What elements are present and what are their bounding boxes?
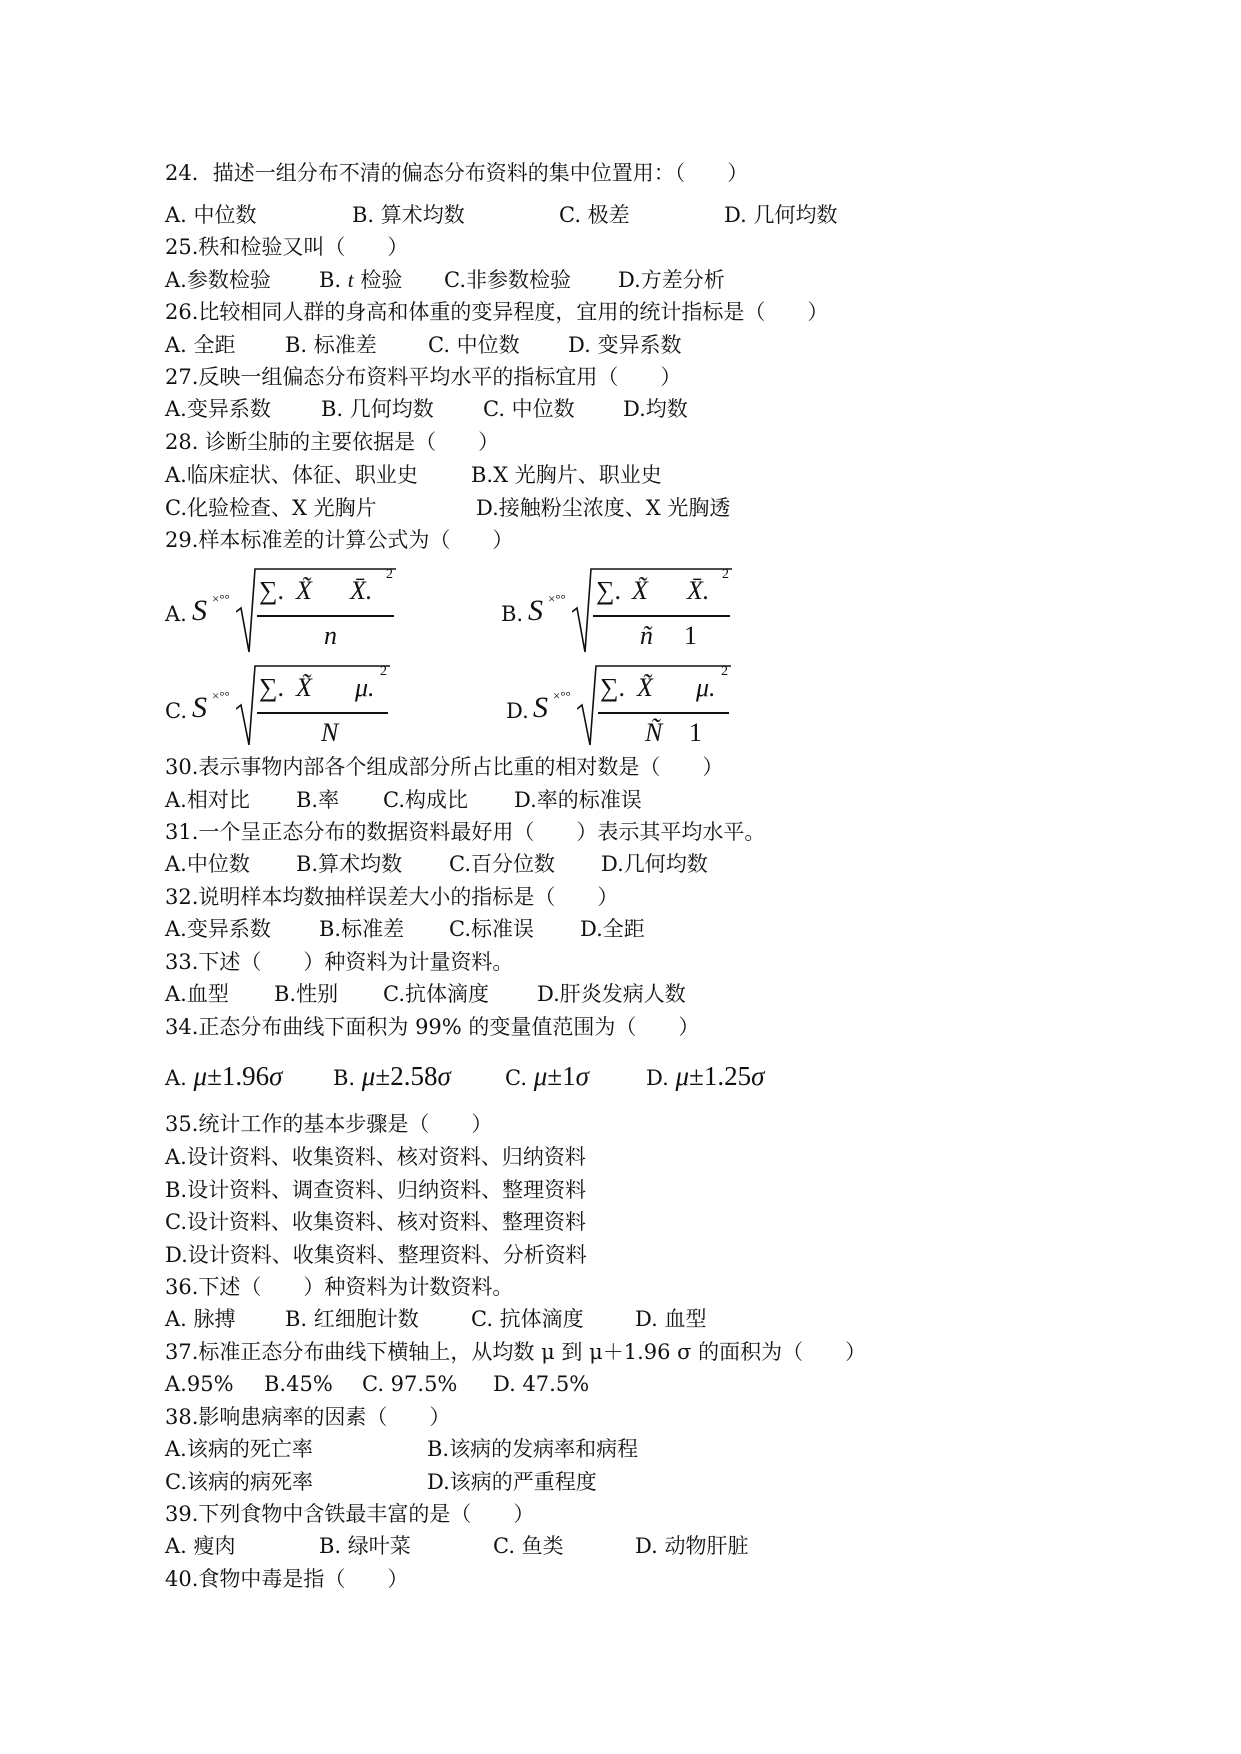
formula-exponent: 2 — [721, 664, 728, 679]
option-label: C. — [165, 699, 187, 723]
question-38-option-a: A.该病的死亡率 — [165, 1437, 313, 1461]
question-32-options — [0, 919, 1241, 945]
summation-sign: ∑. — [600, 673, 626, 702]
question-30-option-b: B.率 — [296, 788, 340, 812]
question-25-option-d: D.方差分析 — [618, 268, 725, 292]
formula-lhs: S — [528, 594, 543, 627]
option-formula — [194, 1061, 283, 1091]
question-25-options — [0, 270, 1241, 296]
question-30-options — [0, 790, 1241, 816]
formula-denominator: N — [321, 718, 339, 747]
question-34-option-a — [165, 1063, 283, 1090]
question-35-stem: 35.统计工作的基本步骤是（ ） — [165, 1112, 493, 1136]
question-28-options-row-2 — [0, 498, 1241, 524]
question-29-option-a-formula — [165, 568, 415, 660]
question-36-option-c: C. 抗体滴度 — [471, 1307, 584, 1331]
question-31-options — [0, 854, 1241, 880]
question-35-option-b: B.设计资料、调查资料、归纳资料、整理资料 — [165, 1178, 587, 1202]
question-37-options — [0, 1374, 1241, 1400]
question-35-option-c: C.设计资料、收集资料、核对资料、整理资料 — [165, 1210, 586, 1234]
question-33-option-b: B.性别 — [274, 982, 339, 1006]
option-label: D. — [646, 1066, 669, 1090]
question-37-option-b: B.45% — [264, 1372, 333, 1396]
question-28-option-a: A.临床症状、体征、职业史 — [165, 463, 418, 487]
sigma-symbol: σ — [269, 1061, 283, 1091]
question-30-option-d: D.率的标准误 — [514, 788, 642, 812]
option-number: 1.25 — [703, 1061, 752, 1091]
question-24-options — [0, 205, 1241, 231]
sigma-symbol: σ — [751, 1061, 765, 1091]
option-text: 检验 — [353, 268, 403, 292]
question-26-option-c: C. 中位数 — [428, 333, 520, 357]
question-36-stem: 36.下述（ ）种资料为计数资料。 — [165, 1275, 514, 1299]
question-27-options — [0, 399, 1241, 425]
question-37-option-a: A.95% — [165, 1372, 234, 1396]
formula-exponent: 2 — [386, 567, 393, 582]
fraction-bar — [257, 615, 394, 617]
question-24-option-b: B. 算术均数 — [352, 203, 465, 227]
formula-denominator: n — [324, 621, 337, 650]
formula-exponent: 2 — [722, 567, 729, 582]
question-33-options — [0, 984, 1241, 1010]
question-35-option-a: A.设计资料、收集资料、核对资料、归纳资料 — [165, 1145, 586, 1169]
question-36-options — [0, 1309, 1241, 1335]
formula-lhs: S — [533, 691, 548, 724]
question-38-options-row-1 — [0, 1439, 1241, 1465]
fraction-bar — [598, 712, 729, 714]
question-33-option-a: A.血型 — [165, 982, 229, 1006]
formula-x: X̃ — [637, 673, 653, 702]
question-29-option-b-formula — [501, 568, 751, 660]
question-30-option-c: C.构成比 — [383, 788, 468, 812]
fraction-bar — [257, 712, 388, 714]
question-27-option-a: A.变异系数 — [165, 397, 271, 421]
plus-minus-symbol: ± — [689, 1061, 704, 1091]
question-38-options-row-2 — [0, 1472, 1241, 1498]
question-31-stem: 31.一个呈正态分布的数据资料最好用（ ）表示其平均水平。 — [165, 820, 766, 844]
question-38-option-b: B.该病的发病率和病程 — [427, 1437, 639, 1461]
question-34-options — [0, 1063, 1241, 1095]
question-34-stem: 34.正态分布曲线下面积为 99% 的变量值范围为（ ） — [165, 1015, 700, 1039]
question-30-stem: 30.表示事物内部各个组成部分所占比重的相对数是（ ） — [165, 755, 724, 779]
formula-exponent: 2 — [380, 664, 387, 679]
question-26-options — [0, 335, 1241, 361]
sigma-symbol: σ — [575, 1061, 589, 1091]
question-30-option-a: A.相对比 — [165, 788, 250, 812]
question-39-option-b: B. 绿叶菜 — [319, 1534, 411, 1558]
option-label: A. — [165, 1066, 187, 1090]
question-29-stem: 29.样本标准差的计算公式为（ ） — [165, 528, 514, 552]
question-26-option-a: A. 全距 — [165, 333, 236, 357]
option-label: B. — [501, 602, 524, 626]
question-26-option-b: B. 标准差 — [285, 333, 377, 357]
summation-sign: ∑. — [596, 576, 622, 605]
question-37-stem: 37.标准正态分布曲线下横轴上，从均数 μ 到 μ＋1.96 σ 的面积为（ ） — [165, 1340, 867, 1364]
option-label: A. — [165, 602, 187, 626]
question-38-option-d: D.该病的严重程度 — [427, 1470, 597, 1494]
option-number: 1.96 — [221, 1061, 270, 1091]
formula-denominator-constant: 1 — [689, 718, 702, 747]
question-33-stem: 33.下述（ ）种资料为计量资料。 — [165, 950, 514, 974]
plus-minus-symbol: ± — [207, 1061, 222, 1091]
question-24-stem: 24．描述一组分布不清的偏态分布资料的集中位置用：（ ） — [165, 161, 749, 185]
question-32-option-d: D.全距 — [580, 917, 645, 941]
question-28-option-c: C.化验检查、X 光胸片 — [165, 496, 377, 520]
summation-sign: ∑. — [259, 576, 285, 605]
question-27-option-b: B. 几何均数 — [321, 397, 434, 421]
formula-equals-glyph: ×°° — [553, 688, 571, 703]
question-28-option-b: B.X 光胸片、职业史 — [471, 463, 662, 487]
question-33-option-c: C.抗体滴度 — [383, 982, 489, 1006]
formula-equals-glyph: ×°° — [212, 688, 230, 703]
option-formula — [675, 1061, 764, 1091]
question-28-stem: 28. 诊断尘肺的主要依据是（ ） — [165, 430, 500, 454]
question-38-option-c: C.该病的病死率 — [165, 1470, 313, 1494]
question-39-option-c: C. 鱼类 — [493, 1534, 564, 1558]
question-36-option-d: D. 血型 — [635, 1307, 707, 1331]
question-25-option-c: C.非参数检验 — [444, 268, 571, 292]
question-28-options-row-1 — [0, 465, 1241, 491]
question-32-option-b: B.标准差 — [319, 917, 405, 941]
question-36-option-a: A. 脉搏 — [165, 1307, 236, 1331]
formula-x: X̃ — [296, 576, 312, 605]
plus-minus-symbol: ± — [375, 1061, 391, 1091]
formula-equals-glyph: ×°° — [548, 591, 566, 606]
question-35-option-d: D.设计资料、收集资料、整理资料、分析资料 — [165, 1243, 587, 1267]
question-29-option-c-formula — [165, 665, 415, 757]
sigma-symbol: σ — [437, 1061, 451, 1091]
formula-mean-term: μ. — [696, 673, 716, 702]
question-34-option-c — [505, 1063, 589, 1090]
question-28-option-d: D.接触粉尘浓度、X 光胸透 — [476, 496, 731, 520]
question-38-stem: 38.影响患病率的因素（ ） — [165, 1405, 451, 1429]
question-25-stem: 25.秩和检验又叫（ ） — [165, 235, 409, 259]
question-24-option-c: C. 极差 — [559, 203, 630, 227]
question-27-stem: 27.反映一组偏态分布资料平均水平的指标宜用（ ） — [165, 365, 682, 389]
mu-symbol: μ — [675, 1061, 690, 1091]
option-formula — [534, 1061, 589, 1091]
question-27-option-d: D.均数 — [623, 397, 688, 421]
question-26-option-d: D. 变异系数 — [568, 333, 682, 357]
option-label: B. — [319, 268, 348, 292]
question-31-option-a: A.中位数 — [165, 852, 250, 876]
question-34-option-d — [646, 1063, 764, 1090]
question-39-option-d: D. 动物肝脏 — [635, 1534, 749, 1558]
summation-sign: ∑. — [259, 673, 285, 702]
question-36-option-b: B. 红细胞计数 — [285, 1307, 419, 1331]
question-25-option-a: A.参数检验 — [165, 268, 271, 292]
question-37-option-d: D. 47.5% — [493, 1372, 590, 1396]
question-24-option-d: D. 几何均数 — [724, 203, 838, 227]
question-33-option-d: D.肝炎发病人数 — [537, 982, 686, 1006]
question-39-options — [0, 1536, 1241, 1562]
mu-symbol: μ — [533, 1061, 548, 1091]
question-29-option-d-formula — [506, 665, 756, 757]
option-number: 2.58 — [390, 1061, 438, 1091]
option-formula — [362, 1061, 451, 1091]
formula-mean-term: X̄. — [350, 576, 373, 605]
mu-symbol: μ — [361, 1061, 376, 1091]
formula-denominator: Ñ — [645, 718, 663, 747]
question-32-option-c: C.标准误 — [449, 917, 534, 941]
formula-lhs: S — [192, 691, 207, 724]
question-34-option-b — [333, 1063, 451, 1090]
question-37-option-c: C. 97.5% — [362, 1372, 458, 1396]
formula-lhs: S — [192, 594, 207, 627]
formula-mean-term: μ. — [355, 673, 375, 702]
mu-symbol: μ — [193, 1061, 208, 1091]
formula-denominator-constant: 1 — [684, 621, 697, 650]
fraction-bar — [593, 615, 730, 617]
question-31-option-d: D.几何均数 — [601, 852, 708, 876]
formula-mean-term: X̄. — [687, 576, 710, 605]
question-31-option-c: C.百分位数 — [449, 852, 555, 876]
question-39-stem: 39.下列食物中含铁最丰富的是（ ） — [165, 1502, 535, 1526]
question-31-option-b: B.算术均数 — [296, 852, 403, 876]
formula-x: X̃ — [296, 673, 312, 702]
option-number: 1 — [562, 1061, 576, 1091]
plus-minus-symbol: ± — [547, 1061, 563, 1091]
question-32-stem: 32.说明样本均数抽样误差大小的指标是（ ） — [165, 885, 619, 909]
question-40-stem: 40.食物中毒是指（ ） — [165, 1567, 409, 1591]
question-25-option-b — [319, 270, 402, 291]
formula-denominator: ñ — [640, 621, 653, 650]
question-24-option-a: A. 中位数 — [165, 203, 257, 227]
question-39-option-a: A. 瘦肉 — [165, 1534, 236, 1558]
question-27-option-c: C. 中位数 — [483, 397, 575, 421]
option-label: D. — [506, 699, 529, 723]
question-26-stem: 26.比较相同人群的身高和体重的变异程度，宜用的统计指标是（ ） — [165, 300, 829, 324]
t-variable: t — [347, 268, 354, 292]
formula-x: X̃ — [632, 576, 648, 605]
option-label: C. — [505, 1066, 527, 1090]
formula-equals-glyph: ×°° — [212, 591, 230, 606]
question-32-option-a: A.变异系数 — [165, 917, 271, 941]
option-label: B. — [333, 1066, 356, 1090]
